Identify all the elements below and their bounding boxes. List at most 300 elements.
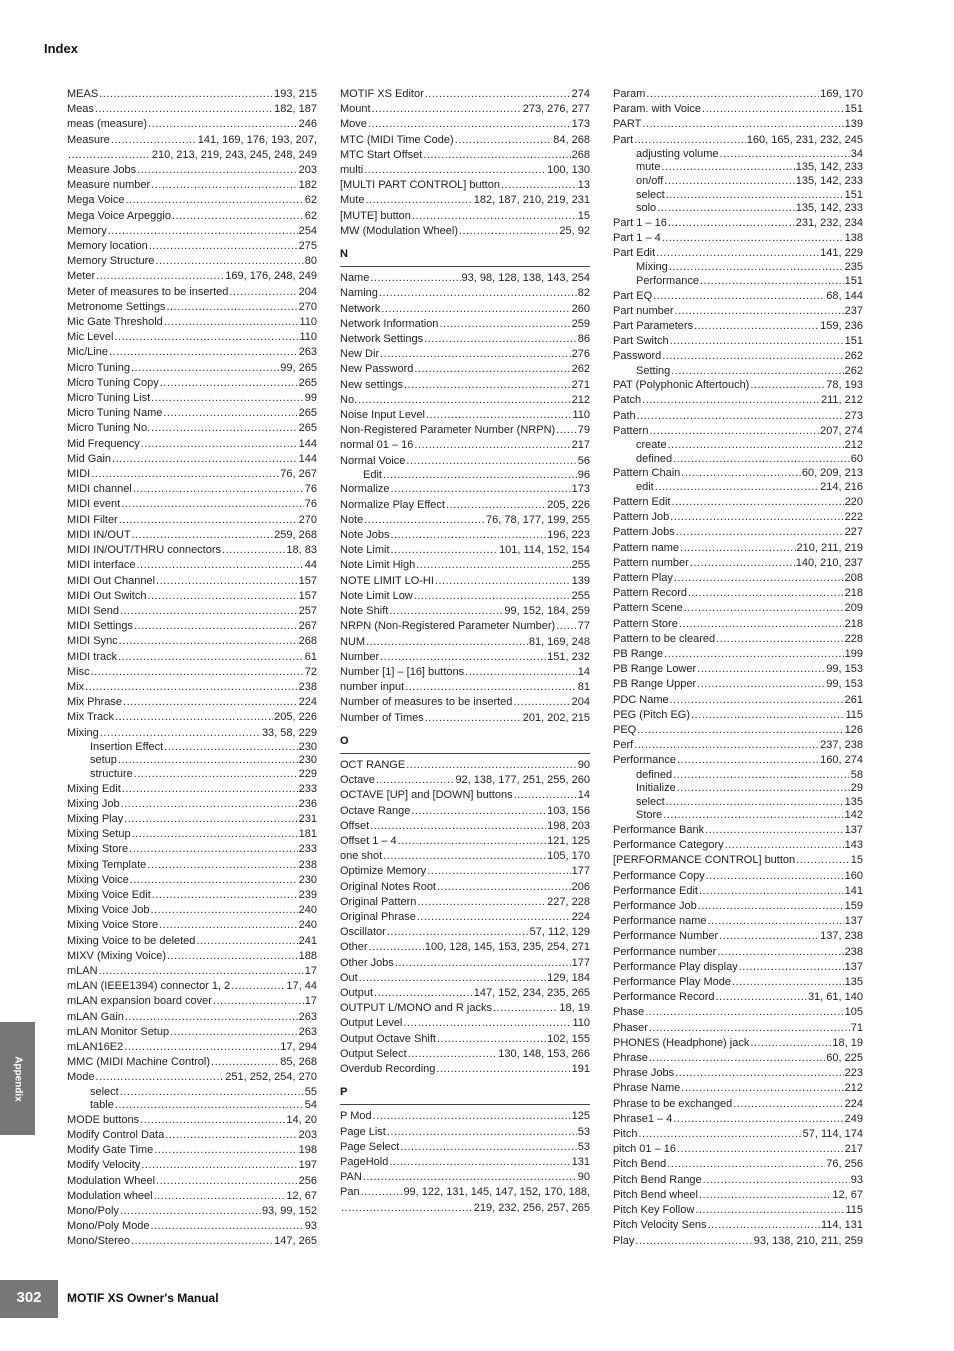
entry-pages: 191	[571, 1062, 590, 1075]
dot-leader	[140, 1113, 285, 1128]
entry-term: Output	[340, 986, 374, 999]
dot-leader	[108, 224, 298, 239]
dot-leader	[389, 1155, 570, 1170]
entry-pages: 227, 228	[547, 895, 590, 908]
entry-term: Page Select	[340, 1140, 400, 1153]
entry-term: OUTPUT L/MONO and R jacks	[340, 1002, 492, 1015]
index-entry	[340, 87, 590, 102]
entry-pages: 103, 156	[547, 804, 590, 817]
entry-pages: 54	[304, 1099, 317, 1112]
index-entry	[340, 834, 590, 849]
dot-leader	[642, 393, 820, 408]
running-header: Index	[44, 41, 78, 56]
entry-pages: 182, 187, 210, 219, 231	[473, 194, 590, 207]
dot-leader	[95, 102, 273, 117]
dot-leader	[389, 604, 503, 619]
dot-leader	[364, 513, 485, 528]
entry-pages: 198, 203	[547, 819, 590, 832]
entry-term: Original Notes Root	[340, 880, 436, 893]
entry-pages: 100, 128, 145, 153, 235, 254, 271	[424, 941, 590, 954]
entry-term: Edit	[363, 468, 382, 481]
entry-term: PB Range Lower	[613, 663, 697, 676]
index-entry	[67, 1204, 317, 1219]
dot-leader	[211, 1055, 279, 1070]
index-entry-continuation	[67, 148, 317, 163]
entry-pages: 90	[577, 758, 590, 771]
dot-leader	[149, 239, 298, 254]
dot-leader	[649, 424, 819, 439]
entry-term: Part	[613, 133, 634, 146]
dot-leader	[408, 1047, 498, 1062]
entry-pages: 210, 211, 219	[796, 541, 863, 554]
dot-leader	[690, 556, 795, 571]
dot-leader	[655, 481, 819, 495]
dot-leader	[423, 148, 570, 163]
index-entry	[340, 408, 590, 423]
dot-leader	[649, 1051, 825, 1066]
entry-term: MIDI	[67, 468, 91, 481]
entry-term: Phrase Jobs	[613, 1067, 675, 1080]
index-entry	[340, 635, 590, 650]
dot-leader	[136, 558, 303, 573]
entry-term: Meter of measures to be inserted	[67, 285, 229, 298]
entry-pages: 90	[577, 1171, 590, 1184]
entry-pages: 137	[844, 960, 863, 973]
entry-pages: 53	[577, 1125, 590, 1138]
dot-leader	[85, 680, 298, 695]
index-entry	[613, 1127, 863, 1142]
index-entry	[67, 391, 317, 406]
dot-leader	[716, 632, 844, 647]
index-entry	[613, 838, 863, 853]
entry-term: MTC Start Offset	[340, 148, 423, 161]
index-entry	[67, 437, 317, 452]
index-entry	[613, 975, 863, 990]
index-entry-continuation	[340, 1201, 590, 1216]
index-entry	[67, 543, 317, 558]
entry-pages: 169, 176, 248, 249	[225, 270, 317, 283]
index-entry	[340, 804, 590, 819]
dot-leader	[151, 178, 297, 193]
index-entry	[67, 224, 317, 239]
dot-leader	[717, 945, 843, 960]
index-subentry	[613, 189, 863, 203]
entry-pages: 249	[844, 1112, 863, 1125]
index-entry	[67, 934, 317, 949]
entry-term: MIDI interface	[67, 559, 136, 572]
entry-term: Name	[340, 272, 370, 285]
entry-term: Normalize	[340, 483, 390, 496]
entry-pages: 31, 61, 140	[807, 991, 863, 1004]
dot-leader	[121, 797, 298, 812]
dot-leader	[437, 880, 571, 895]
dot-leader	[373, 1109, 571, 1124]
entry-pages: 230	[298, 873, 317, 886]
dot-leader	[673, 769, 850, 783]
dot-leader	[160, 376, 298, 391]
entry-pages: 110	[572, 1017, 590, 1030]
dot-leader	[68, 148, 151, 163]
index-entry	[340, 347, 590, 362]
entry-term: Meas	[67, 103, 94, 116]
entry-pages: 267	[298, 620, 317, 633]
index-entry	[340, 102, 590, 117]
entry-pages: 143	[844, 839, 863, 852]
dot-leader	[366, 635, 528, 650]
index-entry	[67, 117, 317, 132]
entry-term: Modify Control Data	[67, 1128, 165, 1141]
entry-pages: 208	[844, 572, 863, 584]
entry-term: NOTE LIMIT LO-HI	[340, 574, 434, 587]
dot-leader	[694, 319, 819, 334]
entry-pages: 14	[577, 789, 590, 802]
index-entry	[613, 929, 863, 944]
dot-leader	[645, 1005, 843, 1020]
dot-leader	[750, 378, 825, 393]
dot-leader	[137, 163, 298, 178]
entry-term: Mix Track	[67, 711, 115, 724]
entry-term: Out	[340, 971, 358, 984]
index-subentry	[613, 782, 863, 796]
index-entry	[67, 330, 317, 345]
entry-term: Normalize Play Effect	[340, 498, 445, 511]
dot-leader	[387, 1125, 577, 1140]
entry-term: Output Level	[340, 1017, 403, 1030]
entry-term: Number of Times	[340, 711, 424, 724]
index-entry	[340, 1170, 590, 1185]
dot-leader	[417, 895, 546, 910]
entry-pages: 241	[298, 934, 317, 947]
dot-leader	[668, 216, 795, 231]
entry-pages: 131	[571, 1156, 590, 1168]
entry-pages: 182	[298, 179, 317, 192]
entry-pages: 81, 169, 248	[528, 635, 590, 648]
section-letter: N	[340, 239, 590, 267]
index-column-3	[613, 87, 863, 1249]
index-entry	[340, 1155, 590, 1170]
index-subentry	[613, 175, 863, 189]
index-entry	[67, 209, 317, 224]
entry-term: Pattern number	[613, 556, 689, 569]
entry-pages: 110	[572, 409, 590, 422]
appendix-side-tab	[0, 1022, 35, 1135]
dot-leader	[99, 87, 273, 102]
dot-leader	[661, 161, 794, 175]
dot-leader	[416, 558, 570, 573]
entry-term: Performance Copy	[613, 869, 705, 882]
entry-pages: 260	[571, 302, 590, 315]
entry-term: Overdub Recording	[340, 1062, 436, 1075]
dot-leader	[379, 286, 577, 301]
entry-pages: 160, 165, 231, 232, 245	[746, 133, 863, 146]
entry-term: Move	[340, 118, 367, 131]
entry-pages: 231	[298, 812, 317, 825]
entry-pages: 222	[844, 511, 863, 524]
index-entry	[67, 782, 317, 797]
entry-term: New Password	[340, 363, 414, 376]
index-entry	[613, 601, 863, 616]
entry-term: Network	[340, 302, 381, 315]
index-entry	[613, 466, 863, 481]
entry-pages: 217	[844, 1143, 863, 1156]
entry-term: Phrase	[613, 1052, 648, 1065]
dot-leader	[414, 438, 570, 453]
dot-leader	[674, 571, 844, 586]
dot-leader	[435, 574, 571, 589]
entry-pages: 217	[571, 439, 590, 452]
entry-term: Performance Number	[613, 930, 719, 943]
dot-leader	[675, 1066, 843, 1081]
index-entry	[613, 884, 863, 899]
entry-term: Mega Voice	[67, 194, 125, 207]
entry-term: Param. with Voice	[613, 103, 702, 116]
entry-pages: 93, 98, 128, 138, 143, 254	[461, 272, 590, 285]
index-subentry	[613, 275, 863, 289]
entry-term: PHONES (Headphone) jack	[613, 1036, 750, 1049]
entry-pages: 255	[571, 589, 590, 602]
entry-pages: 141, 229	[820, 247, 863, 260]
index-entry	[340, 1109, 590, 1124]
entry-term: create	[636, 439, 667, 451]
entry-pages: 259	[571, 317, 590, 330]
dot-leader	[424, 332, 577, 347]
entry-term: Mic/Line	[67, 346, 108, 359]
dot-leader	[635, 1234, 752, 1249]
index-entry	[67, 979, 317, 994]
index-entry	[67, 254, 317, 269]
entry-pages: 229	[298, 767, 317, 780]
dot-leader	[131, 1234, 273, 1249]
dot-leader	[680, 541, 795, 556]
index-entry	[67, 102, 317, 117]
dot-leader	[111, 133, 197, 148]
entry-term: Number [1] – [16] buttons	[340, 665, 465, 678]
entry-pages: 84, 268	[553, 133, 590, 146]
entry-term: OCTAVE [UP] and [DOWN] buttons	[340, 789, 513, 802]
dot-leader	[166, 300, 297, 315]
entry-term: mLAN	[67, 964, 98, 977]
index-entry	[340, 558, 590, 573]
entry-term: Part Switch	[613, 335, 669, 348]
index-entry	[67, 1040, 317, 1055]
index-entry	[340, 1032, 590, 1047]
dot-leader	[699, 1188, 831, 1203]
dot-leader	[398, 834, 547, 849]
index-entry	[613, 102, 863, 117]
entry-pages: 173	[571, 483, 590, 496]
index-entry	[613, 1036, 863, 1051]
entry-term: Pan	[340, 1186, 360, 1199]
dot-leader	[681, 1081, 843, 1096]
index-entry	[613, 677, 863, 692]
index-entry	[613, 945, 863, 960]
entry-term: MIDI Sync	[67, 635, 118, 648]
entry-term: normal 01 – 16	[340, 439, 414, 452]
entry-term: number input	[340, 681, 405, 694]
entry-pages: 60, 209, 213	[801, 467, 863, 480]
index-entry	[613, 662, 863, 677]
dot-leader	[733, 1097, 843, 1112]
entry-term: defined	[636, 452, 673, 465]
entry-term: Initialize	[636, 782, 676, 795]
dot-leader	[147, 589, 297, 604]
entry-pages: 34	[850, 147, 863, 160]
dot-leader	[634, 738, 819, 753]
dot-leader	[152, 888, 298, 903]
entry-term: select	[636, 795, 665, 808]
index-entry	[613, 693, 863, 708]
section-letter: O	[340, 726, 590, 754]
dot-leader	[406, 758, 577, 773]
entry-pages: 196, 223	[547, 529, 590, 542]
entry-term: Phrase1 – 4	[613, 1112, 673, 1125]
entry-pages: 231, 232, 234	[795, 216, 863, 229]
entry-term: Meter	[67, 270, 96, 283]
entry-pages: 273	[844, 409, 863, 422]
entry-pages: 114, 131	[820, 1219, 863, 1232]
entry-term: Phaser	[613, 1021, 648, 1034]
entry-term: Performance Job	[613, 900, 697, 913]
entry-term: Offset 1 – 4	[340, 834, 397, 847]
index-entry	[340, 910, 590, 925]
index-entry	[340, 513, 590, 528]
index-entry	[613, 990, 863, 1005]
entry-term: Modulation Wheel	[67, 1174, 156, 1187]
entry-pages: 239	[298, 888, 317, 901]
dot-leader	[129, 842, 298, 857]
entry-pages: 212	[571, 393, 590, 406]
entry-term: Number of measures to be inserted	[340, 696, 513, 709]
dot-leader	[705, 823, 844, 838]
dot-leader	[671, 365, 843, 379]
dot-leader	[670, 334, 844, 349]
entry-pages: 76	[304, 498, 317, 511]
dot-leader	[123, 695, 298, 710]
entry-pages: 100, 130	[547, 164, 590, 177]
entry-term: Noise Input Level	[340, 409, 425, 422]
entry-pages: 29	[850, 782, 863, 795]
entry-pages: 17	[304, 995, 317, 1008]
index-entry	[67, 903, 317, 918]
index-entry	[340, 482, 590, 497]
entry-term: Mic Level	[67, 331, 114, 344]
entry-term: Mixing Voice Job	[67, 904, 150, 917]
entry-pages: 72	[304, 665, 317, 678]
entry-pages: 238	[298, 680, 317, 693]
index-entry	[613, 960, 863, 975]
entry-pages: 218	[844, 587, 863, 600]
index-subentry	[613, 261, 863, 275]
entry-pages: 93	[850, 1173, 863, 1186]
index-subentry	[67, 1099, 317, 1113]
entry-term: setup	[90, 754, 117, 767]
index-entry	[613, 1112, 863, 1127]
dot-leader	[720, 148, 850, 162]
index-entry	[67, 619, 317, 634]
entry-term: Network Information	[340, 317, 439, 330]
dot-leader	[370, 819, 546, 834]
entry-pages: 238	[844, 945, 863, 958]
index-entry	[67, 710, 317, 725]
index-entry	[613, 304, 863, 319]
dot-leader	[130, 873, 298, 888]
entry-pages: 12, 67	[286, 1189, 317, 1202]
entry-term: Mic Gate Threshold	[67, 316, 163, 329]
dot-leader	[156, 1174, 298, 1189]
entry-pages: 254	[298, 224, 317, 237]
entry-term: Mixing	[636, 261, 668, 274]
entry-term: P Mod	[340, 1110, 372, 1123]
dot-leader	[698, 899, 844, 914]
entry-term: structure	[90, 767, 133, 780]
entry-pages: 268	[571, 148, 590, 161]
index-entry	[67, 1189, 317, 1204]
entry-pages: 57, 112, 129	[529, 926, 590, 939]
entry-term: Param	[613, 88, 646, 100]
entry-pages: 105	[844, 1006, 863, 1019]
index-entry	[613, 231, 863, 246]
dot-leader	[141, 1158, 297, 1173]
index-entry	[613, 393, 863, 408]
entry-pages: 246	[298, 118, 317, 131]
index-entry	[613, 424, 863, 439]
entry-term: Micro Tuning List	[67, 392, 151, 405]
dot-leader	[677, 782, 850, 796]
dot-leader	[653, 289, 825, 304]
dot-leader	[637, 723, 843, 738]
entry-pages: 197	[298, 1159, 317, 1172]
entry-pages: 151	[844, 274, 863, 287]
entry-pages: 236	[298, 797, 317, 810]
dot-leader	[380, 650, 546, 665]
index-entry	[340, 711, 590, 726]
entry-term: Mixing Setup	[67, 828, 131, 841]
entry-pages: 188	[298, 949, 317, 962]
entry-term: [MULTI PART CONTROL] button	[340, 179, 500, 192]
index-entry	[67, 1174, 317, 1189]
entry-pages: 270	[298, 300, 317, 313]
index-entry	[67, 574, 317, 589]
entry-term: Mixing	[67, 726, 99, 739]
dot-leader	[365, 193, 472, 208]
dot-leader	[372, 102, 522, 117]
index-entry	[340, 163, 590, 178]
index-entry	[67, 726, 317, 741]
index-entry	[613, 1173, 863, 1188]
dot-leader	[427, 864, 570, 879]
entry-pages: 209	[844, 602, 863, 615]
entry-term: MIDI Settings	[67, 620, 134, 633]
dot-leader	[404, 378, 571, 393]
entry-pages: 273, 276, 277	[522, 103, 590, 116]
index-entry	[67, 300, 317, 315]
entry-pages: 110	[299, 331, 317, 344]
dot-leader	[368, 117, 571, 132]
entry-pages: 17, 294	[280, 1040, 317, 1053]
entry-term: MW (Modulation Wheel)	[340, 224, 458, 237]
entry-pages: 60, 225	[826, 1052, 863, 1065]
entry-pages: 135	[844, 795, 863, 808]
dot-leader	[359, 971, 546, 986]
dot-leader	[159, 918, 298, 933]
entry-pages: 205, 226	[547, 498, 590, 511]
index-entry	[67, 589, 317, 604]
dot-leader	[148, 117, 298, 132]
entry-pages: 159	[844, 900, 863, 913]
dot-leader	[708, 914, 844, 929]
index-entry	[340, 819, 590, 834]
dot-leader	[436, 1062, 570, 1077]
